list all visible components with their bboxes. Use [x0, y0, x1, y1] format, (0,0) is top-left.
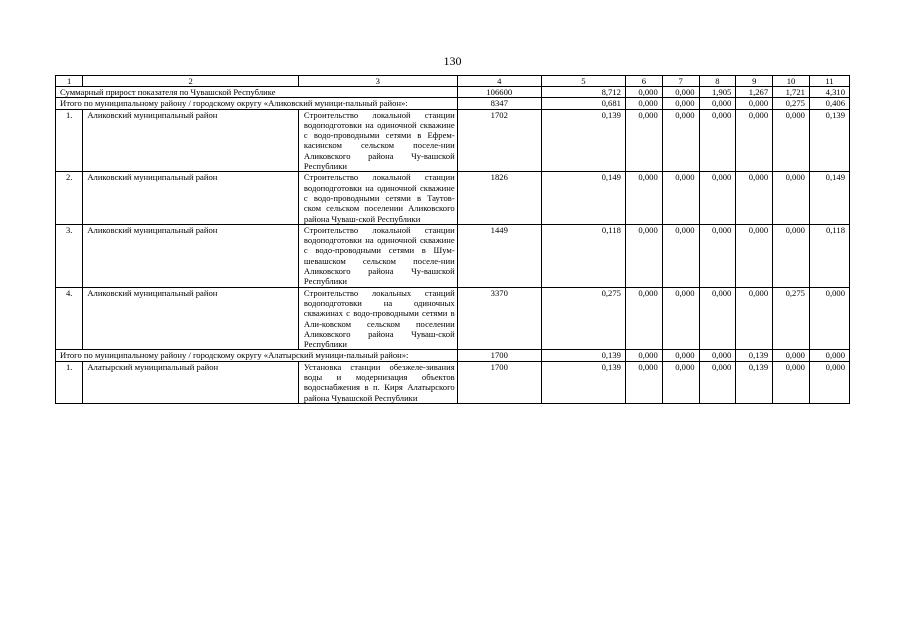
cell-value: 0,000: [699, 361, 736, 403]
cell-value: 0,000: [662, 224, 699, 287]
cell-value: 0,000: [625, 87, 662, 98]
column-number: 6: [625, 76, 662, 87]
cell-value: 0,118: [809, 224, 849, 287]
project-description: Строительство локальных станций водоподготовки на одиночных скважинах с водо-проводными сетями в Али-ковском сельском поселении Аликовского района Чуваш-ской Республики: [298, 287, 457, 350]
cell-value: 0,000: [809, 361, 849, 403]
cell-value: 0,000: [625, 172, 662, 224]
cell-value: 1449: [457, 224, 541, 287]
district-name: Аликовский муниципальный район: [83, 109, 299, 172]
project-description: Строительство локальной станции водоподготовки на одиночной скважине с водо-проводными сетями в Ефрем-касинском сельском поселе-нии Аликовского района Чу-вашской Республики: [298, 109, 457, 172]
cell-value: 0,000: [662, 98, 699, 109]
cell-value: 0,000: [662, 350, 699, 361]
district-name: Аликовский муниципальный район: [83, 287, 299, 350]
cell-value: 0,000: [625, 350, 662, 361]
cell-value: 0,000: [699, 287, 736, 350]
summary-label: Суммарный прирост показателя по Чувашской Республике: [56, 87, 458, 98]
cell-value: 0,000: [699, 350, 736, 361]
row-number: 3.: [56, 224, 83, 287]
column-number: 7: [662, 76, 699, 87]
cell-value: 0,275: [773, 287, 810, 350]
district-name: Аликовский муниципальный район: [83, 172, 299, 224]
column-number: 11: [809, 76, 849, 87]
group-total-row: [56, 98, 850, 109]
column-number: 3: [298, 76, 457, 87]
cell-value: 0,000: [773, 361, 810, 403]
cell-value: 0,000: [699, 109, 736, 172]
cell-value: 1,905: [699, 87, 736, 98]
column-number: 5: [541, 76, 625, 87]
cell-value: 106600: [457, 87, 541, 98]
cell-value: 1700: [457, 361, 541, 403]
cell-value: 0,000: [662, 361, 699, 403]
group-total-row: [56, 350, 850, 361]
row-number: 4.: [56, 287, 83, 350]
group-total-label: Итого по муниципальному району / городскому округу «Аликовский муници-пальный район»:: [56, 98, 458, 109]
cell-value: 0,139: [736, 350, 773, 361]
cell-value: 0,139: [541, 361, 625, 403]
cell-value: 0,118: [541, 224, 625, 287]
cell-value: 0,275: [541, 287, 625, 350]
cell-value: 0,000: [699, 172, 736, 224]
cell-value: 0,000: [736, 109, 773, 172]
cell-value: 0,139: [736, 361, 773, 403]
district-name: Аликовский муниципальный район: [83, 224, 299, 287]
cell-value: 0,000: [773, 109, 810, 172]
table-row: [56, 109, 850, 172]
cell-value: 8347: [457, 98, 541, 109]
project-description: Строительство локальной станции водоподготовки на одиночной скважине с водо-проводными сетями в Шум-шевашском сельском поселе-нии Аликовского района Чу-вашской Республики: [298, 224, 457, 287]
table-row: [56, 287, 850, 350]
cell-value: 0,275: [773, 98, 810, 109]
cell-value: 0,000: [736, 98, 773, 109]
cell-value: 0,000: [809, 287, 849, 350]
cell-value: 0,149: [809, 172, 849, 224]
cell-value: 0,000: [662, 87, 699, 98]
cell-value: 0,000: [625, 224, 662, 287]
cell-value: 0,000: [736, 224, 773, 287]
table-row: [56, 224, 850, 287]
column-number-row: [56, 76, 850, 87]
row-number: 2.: [56, 172, 83, 224]
column-number: 9: [736, 76, 773, 87]
cell-value: 0,000: [773, 172, 810, 224]
project-description: Установка станции обезжеле-зивания воды и модернизация объектов водоснабжения в п. Киря Алатырского района Чувашской Республики: [298, 361, 457, 403]
cell-value: 1,721: [773, 87, 810, 98]
cell-value: 0,000: [773, 350, 810, 361]
summary-row: [56, 87, 850, 98]
data-table: [55, 75, 850, 404]
cell-value: 1702: [457, 109, 541, 172]
cell-value: 1700: [457, 350, 541, 361]
cell-value: 1826: [457, 172, 541, 224]
table-row: [56, 361, 850, 403]
column-number: 2: [83, 76, 299, 87]
cell-value: 0,000: [625, 361, 662, 403]
cell-value: 0,000: [699, 98, 736, 109]
cell-value: 0,000: [699, 224, 736, 287]
row-number: 1.: [56, 109, 83, 172]
group-total-label: Итого по муниципальному району / городскому округу «Алатырский муници-пальный район»:: [56, 350, 458, 361]
cell-value: 1,267: [736, 87, 773, 98]
cell-value: 0,000: [736, 287, 773, 350]
cell-value: 0,000: [625, 98, 662, 109]
cell-value: 0,000: [662, 172, 699, 224]
cell-value: 0,406: [809, 98, 849, 109]
cell-value: 0,139: [541, 350, 625, 361]
cell-value: 0,139: [541, 109, 625, 172]
table-row: [56, 172, 850, 224]
project-description: Строительство локальной станции водоподготовки на одиночной скважине с водо-проводными сетями в Таутов-ском сельском поселении Аликовского района Чуваш-ской Республики: [298, 172, 457, 224]
column-number: 10: [773, 76, 810, 87]
district-name: Алатырский муниципальный район: [83, 361, 299, 403]
cell-value: 0,000: [736, 172, 773, 224]
cell-value: 0,000: [625, 109, 662, 172]
cell-value: 0,000: [809, 350, 849, 361]
cell-value: 8,712: [541, 87, 625, 98]
column-number: 4: [457, 76, 541, 87]
cell-value: 0,000: [773, 224, 810, 287]
cell-value: 0,149: [541, 172, 625, 224]
cell-value: 4,310: [809, 87, 849, 98]
row-number: 1.: [56, 361, 83, 403]
column-number: 1: [56, 76, 83, 87]
cell-value: 0,139: [809, 109, 849, 172]
cell-value: 0,000: [625, 287, 662, 350]
page-number: 130: [443, 54, 462, 68]
cell-value: 0,000: [662, 287, 699, 350]
cell-value: 0,000: [662, 109, 699, 172]
cell-value: 3370: [457, 287, 541, 350]
column-number: 8: [699, 76, 736, 87]
cell-value: 0,681: [541, 98, 625, 109]
